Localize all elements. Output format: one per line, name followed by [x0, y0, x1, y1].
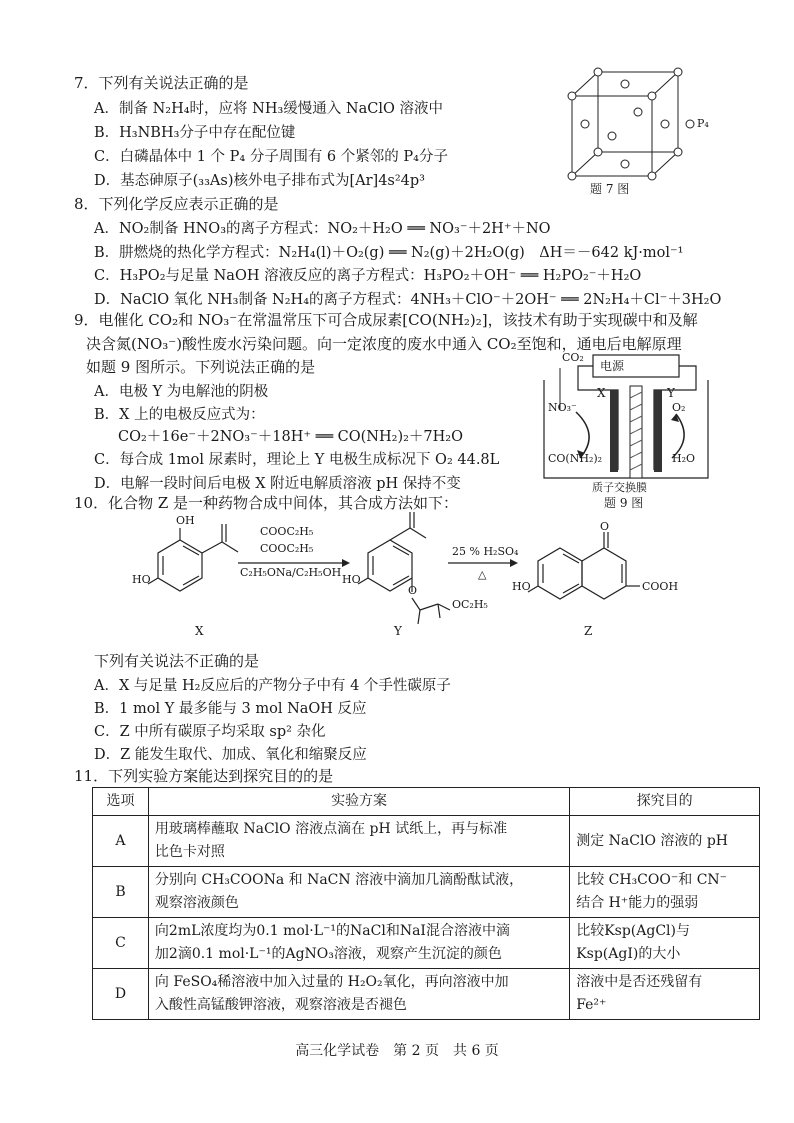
q10-x-oh: OH	[176, 514, 195, 527]
plan-line: 观察溶液颜色	[154, 895, 239, 911]
aim-line: 测定 NaClO 溶液的 pH	[576, 832, 728, 849]
q11-table	[92, 787, 760, 1020]
q8-option-a: A．NO₂制备 HNO₃的离子方程式：NO₂＋H₂O ══ NO₃⁻＋2H⁺＋NO	[94, 221, 551, 237]
plan-line: 用玻璃棒蘸取 NaClO 溶液点滴在 pH 试纸上，再与标准	[154, 821, 508, 837]
q7-p4-label: P₄	[697, 117, 709, 130]
q10-reagent-2b: △	[478, 568, 487, 581]
q9-no3-label: NO₃⁻	[548, 401, 577, 414]
row-aim	[570, 816, 760, 867]
q10-option-a: A．X 与足量 H₂反应后的产物分子中有 4 个手性碳原子	[94, 678, 451, 694]
q10-z-o: O	[600, 520, 610, 533]
table-row	[93, 867, 760, 918]
q9-y-label: Y	[667, 386, 675, 400]
header-plan: 实验方案	[148, 788, 569, 816]
aim-line: Fe²⁺	[576, 997, 607, 1013]
q10-x-ho: HO	[132, 573, 151, 586]
row-plan	[148, 969, 569, 1020]
q10-z-ho: HO	[512, 580, 531, 593]
aim-line: Ksp(AgI)的大小	[576, 946, 681, 962]
q10-reagent-1c: C₂H₅ONa/C₂H₅OH	[240, 566, 342, 579]
q9-option-b-equation: CO₂＋16e⁻＋2NO₃⁻＋18H⁺ ══ CO(NH₂)₂＋7H₂O	[118, 429, 463, 445]
q8-stem: 8．下列化学反应表示正确的是	[74, 195, 279, 213]
row-option: A	[93, 816, 149, 867]
row-option: D	[93, 969, 149, 1020]
aim-line: 结合 H⁺能力的强弱	[576, 895, 699, 911]
q9-stem-line-1: 9．电催化 CO₂和 NO₃⁻在常温常压下可合成尿素[CO(NH₂)₂]，该技术有助于实现碳中和及解	[74, 311, 698, 329]
row-plan	[148, 867, 569, 918]
q9-power-label: 电源	[600, 359, 625, 373]
q9-co2-label: CO₂	[562, 351, 584, 364]
header-aim: 探究目的	[570, 788, 760, 816]
plan-line: 向2mL浓度均为0.1 mol·L⁻¹的NaCl和NaI混合溶液中滴	[154, 923, 510, 939]
table-row	[93, 918, 760, 969]
q9-stem-line-2: 决含氮(NO₃⁻)酸性废水污染问题。向一定浓度的废水中通入 CO₂至饱和，通电后电解原理	[86, 335, 682, 353]
row-plan	[148, 918, 569, 969]
q10-y-oc2h5: OC₂H₅	[452, 598, 488, 611]
q7-figure-caption: 题 7 图	[590, 182, 630, 196]
q7-option-b: B．H₃NBH₃分子中存在配位键	[94, 125, 296, 141]
plan-line: 入酸性高锰酸钾溶液，观察溶液是否褪色	[154, 997, 407, 1013]
q10-question: 下列有关说法不正确的是	[94, 652, 260, 670]
q11-stem: 11．下列实验方案能达到探究目的的是	[74, 767, 334, 785]
q7-stem: 7．下列有关说法正确的是	[74, 74, 249, 92]
aim-line: 比较Ksp(AgCl)与	[576, 923, 690, 939]
row-option: C	[93, 918, 149, 969]
q8-option-c: C．H₃PO₂与足量 NaOH 溶液反应的离子方程式：H₃PO₂＋OH⁻ ══ H₂PO₂⁻＋H₂O	[94, 268, 642, 284]
row-plan	[148, 816, 569, 867]
table-row	[93, 969, 760, 1020]
q10-reagent-1a: COOC₂H₅	[260, 525, 314, 538]
plan-line: 比色卡对照	[154, 844, 225, 860]
q10-label-x: X	[195, 624, 204, 638]
q10-y-ho: HO	[342, 573, 361, 586]
q7-option-c: C．白磷晶体中 1 个 P₄ 分子周围有 6 个紧邻的 P₄分子	[94, 149, 448, 165]
q10-reagent-1b: COOC₂H₅	[260, 542, 314, 555]
header-option: 选项	[93, 788, 149, 816]
row-aim	[570, 918, 760, 969]
q10-label-z: Z	[584, 624, 593, 638]
q9-o2-label: O₂	[672, 401, 686, 414]
q9-option-c: C．每合成 1mol 尿素时，理论上 Y 电极生成标况下 O₂ 44.8L	[94, 452, 500, 468]
page-footer: 高三化学试卷 第 2 页 共 6 页	[295, 1043, 499, 1059]
q9-figure-caption: 题 9 图	[604, 496, 644, 510]
q7-option-d: D．基态砷原子(₃₃As)核外电子排布式为[Ar]4s²4p³	[94, 173, 425, 189]
q9-option-d: D．电解一段时间后电极 X 附近电解质溶液 pH 保持不变	[94, 476, 461, 492]
row-aim	[570, 867, 760, 918]
q9-electrolysis-figure	[536, 350, 716, 500]
q8-option-b: B．肼燃烧的热化学方程式：N₂H₄(l)＋O₂(g) ══ N₂(g)＋2H₂O(g) ΔH＝－642 kJ·mol⁻¹	[94, 245, 684, 261]
q10-option-b: B．1 mol Y 最多能与 3 mol NaOH 反应	[94, 701, 367, 717]
q9-urea-label: CO(NH₂)₂	[548, 452, 603, 465]
q10-label-y: Y	[394, 624, 402, 638]
aim-line: 溶液中是否还残留有	[576, 974, 703, 990]
q7-crystal-figure	[560, 64, 710, 194]
q10-y-o: O	[408, 584, 418, 597]
q10-reaction-scheme	[120, 510, 700, 630]
q9-option-a: A．电极 Y 为电解池的阴极	[94, 384, 269, 400]
aim-line: 比较 CH₃COO⁻和 CN⁻	[576, 872, 728, 888]
plan-line: 向 FeSO₄稀溶液中加入过量的 H₂O₂氧化，再向溶液中加	[154, 974, 509, 990]
q9-h2o-label: H₂O	[672, 452, 696, 465]
q10-z-cooh: COOH	[642, 580, 679, 593]
q9-x-label: X	[597, 386, 606, 400]
row-aim	[570, 969, 760, 1020]
table-row	[93, 816, 760, 867]
q7-option-a: A．制备 N₂H₄时，应将 NH₃缓慢通入 NaClO 溶液中	[94, 101, 443, 117]
q9-option-b: B．X 上的电极反应式为：	[94, 407, 265, 423]
q8-option-d: D．NaClO 氧化 NH₃制备 N₂H₄的离子方程式：4NH₃＋ClO⁻＋2OH⁻ ══ 2N₂H₄＋Cl⁻＋3H₂O	[94, 292, 722, 308]
q10-option-c: C．Z 中所有碳原子均采取 sp² 杂化	[94, 724, 326, 740]
q10-option-d: D．Z 能发生取代、加成、氧化和缩聚反应	[94, 747, 367, 763]
row-option: B	[93, 867, 149, 918]
q9-membrane-label: 质子交换膜	[592, 481, 647, 494]
q10-reagent-2a: 25 % H₂SO₄	[452, 545, 519, 558]
q10-stem: 10．化合物 Z 是一种药物合成中间体，其合成方法如下：	[74, 494, 459, 512]
plan-line: 分别向 CH₃COONa 和 NaCN 溶液中滴加几滴酚酞试液，	[154, 872, 524, 888]
plan-line: 加2滴0.1 mol·L⁻¹的AgNO₃溶液，观察产生沉淀的颜色	[154, 946, 502, 962]
q9-stem-line-3: 如题 9 图所示。下列说法正确的是	[86, 358, 316, 376]
table-header-row	[93, 788, 760, 816]
